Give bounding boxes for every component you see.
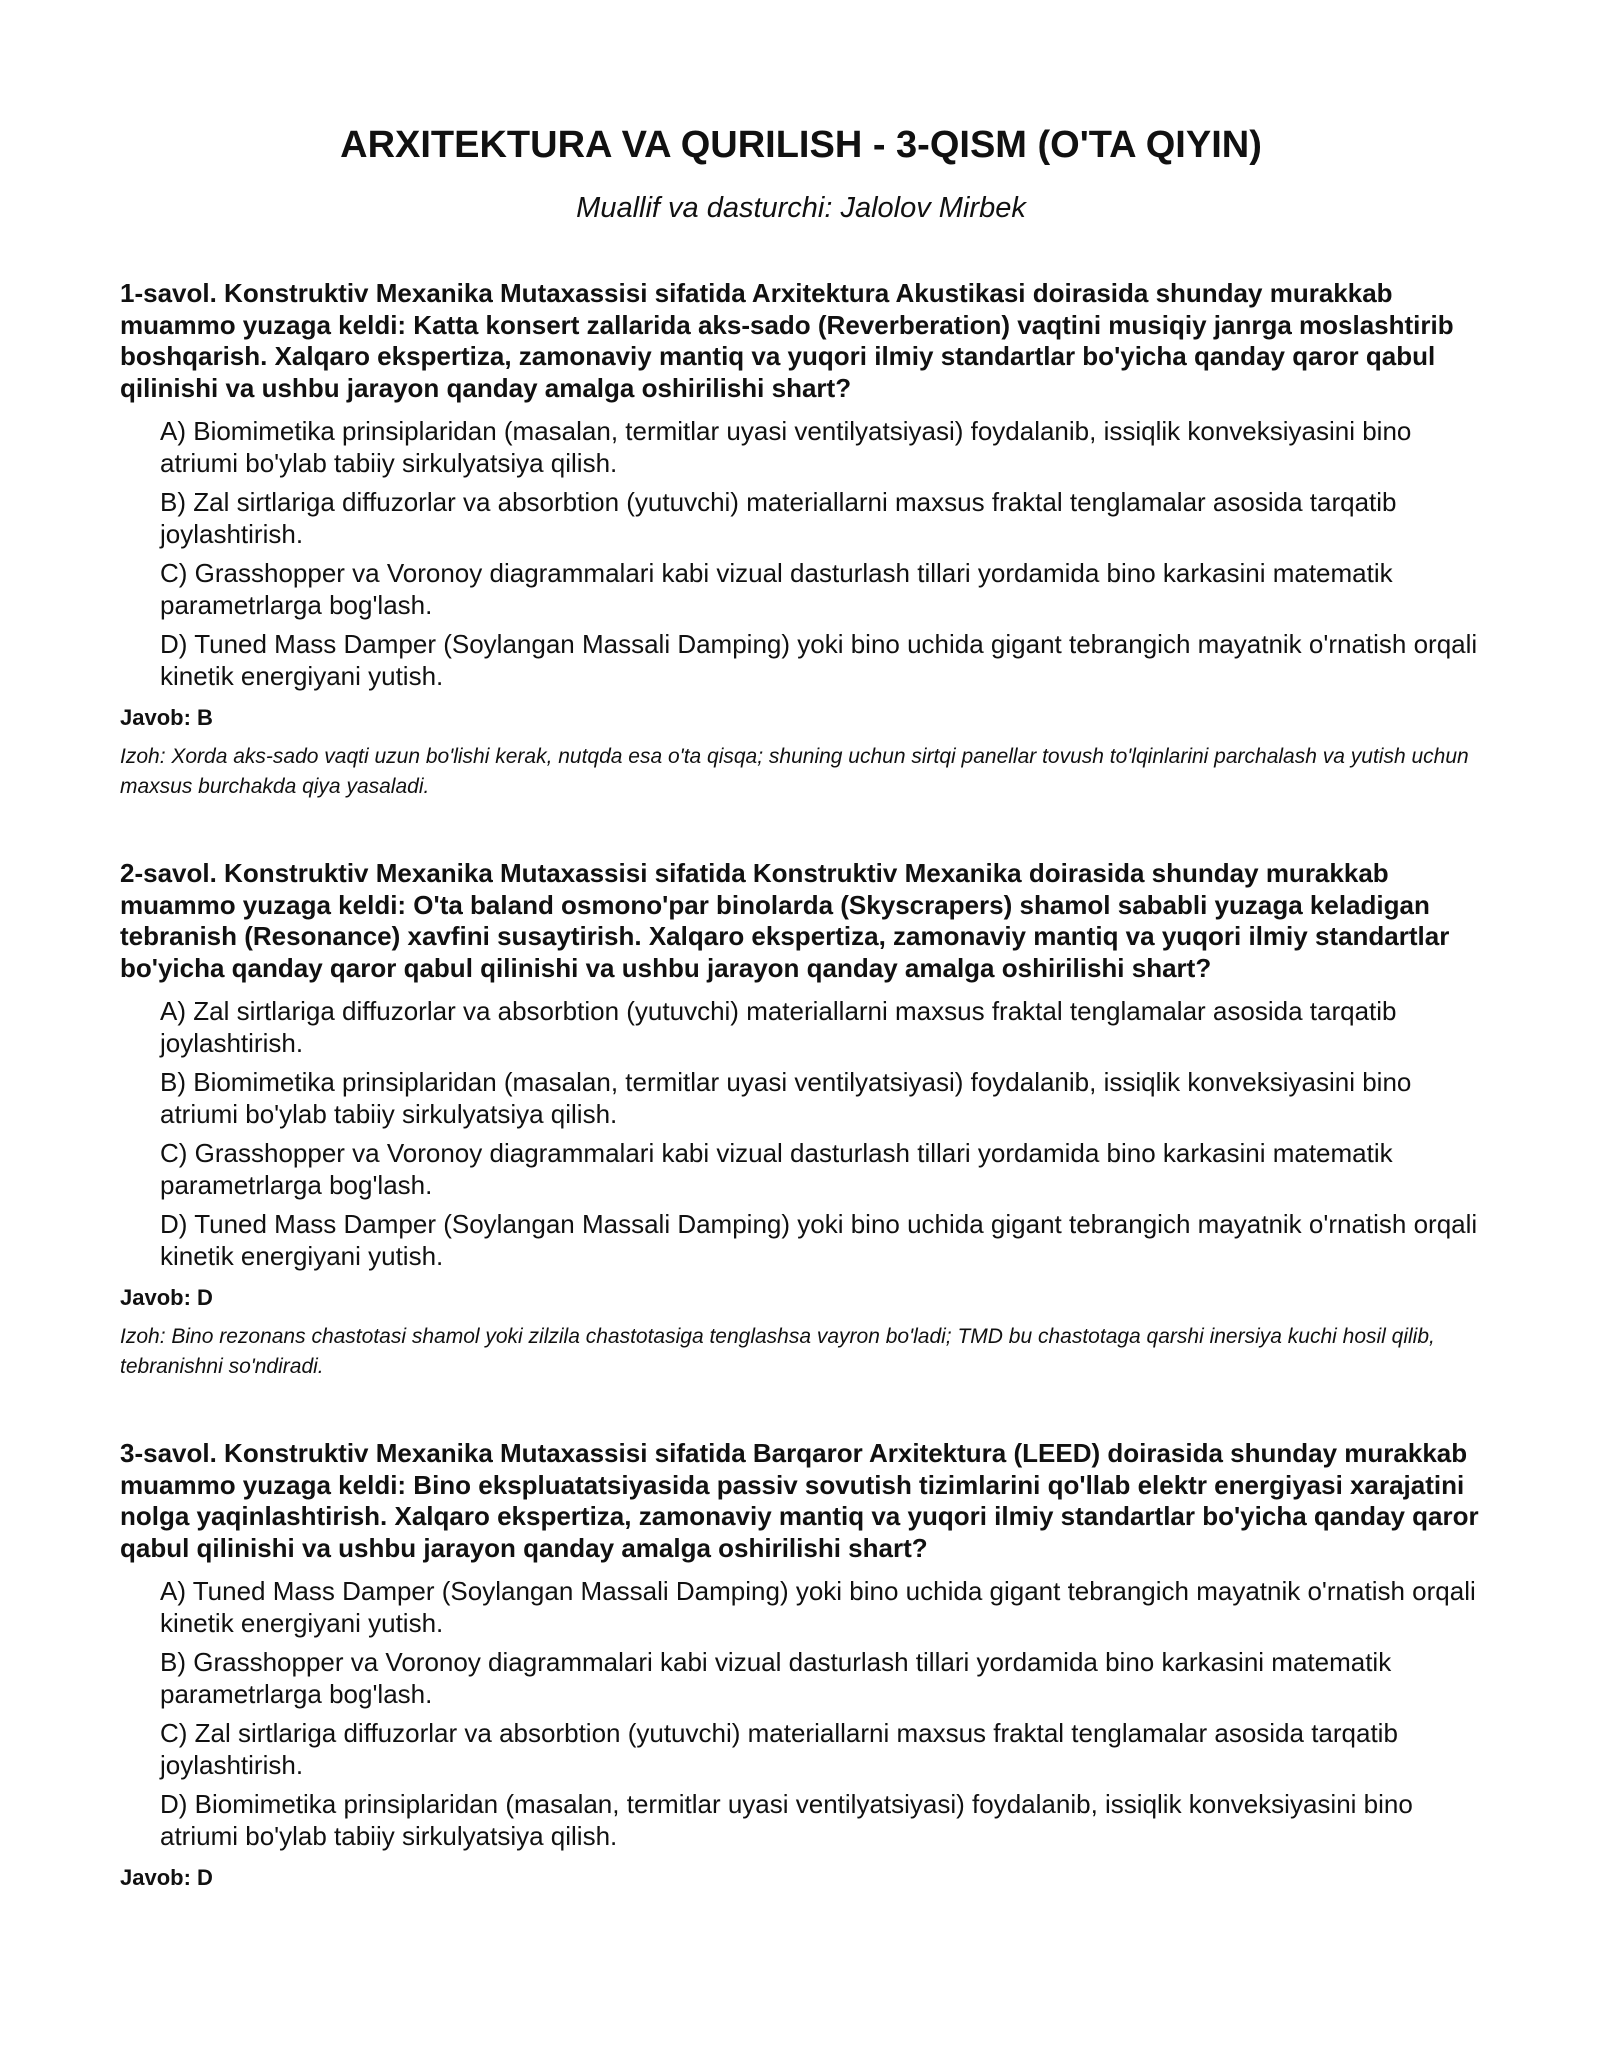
option-d: D) Biomimetika prinsiplaridan (masalan, termitlar uyasi ventilyatsiyasi) foydalanib, issiqlik konveksiyasini bino atriumi bo'ylab tabiiy sirkulyatsiya qilish.	[160, 1789, 1413, 1851]
answer-label: Javob: B	[120, 705, 213, 730]
option-a: A) Tuned Mass Damper (Soylangan Massali Damping) yoki bino uchida gigant tebrangich mayatnik o'rnatish orqali kinetik energiyani yutish.	[160, 1576, 1476, 1638]
question-text: 2-savol. Konstruktiv Mexanika Mutaxassisi sifatida Konstruktiv Mexanika doirasida shunday murakkab muammo yuzaga keldi: O'ta baland osmono'par binolarda (Skyscrapers) shamol sababli yuzaga keladigan tebranish (Resonance) xavfini susaytirish. Xalqaro ekspertiza, zamonaviy mantiq va yuqori ilmiy standartlar bo'yicha qanday qaror qabul qilinishi va ushbu jarayon qanday amalga oshirilishi shart?	[120, 858, 1450, 983]
question-text: 1-savol. Konstruktiv Mexanika Mutaxassisi sifatida Arxitektura Akustikasi doirasida shunday murakkab muammo yuzaga keldi: Katta konsert zallarida aks-sado (Reverberation) vaqtini musiqiy janrga moslashtirib boshqarish. Xalqaro ekspertiza, zamonaviy mantiq va yuqori ilmiy standartlar bo'yicha qanday qaror qabul qilinishi va ushbu jarayon qanday amalga oshirilishi shart?	[120, 278, 1454, 403]
question-text: 3-savol. Konstruktiv Mexanika Mutaxassisi sifatida Barqaror Arxitektura (LEED) doirasida shunday murakkab muammo yuzaga keldi: Bino ekspluatatsiyasida passiv sovutish tizimlarini qo'llab elektr energiyasi xarajatini nolga yaqinlashtirish. Xalqaro ekspertiza, zamonaviy mantiq va yuqori ilmiy standartlar bo'yicha qanday qaror qabul qilinishi va ushbu jarayon qanday amalga oshirilishi shart?	[120, 1438, 1479, 1563]
option-b: B) Grasshopper va Voronoy diagrammalari kabi vizual dasturlash tillari yordamida bino karkasini matematik parametrlarga bog'lash.	[160, 1647, 1392, 1709]
question-2	[120, 858, 1482, 1382]
question-3	[120, 1438, 1482, 1892]
option-list	[120, 996, 1482, 1272]
document-title: ARXITEKTURA VA QURILISH - 3-QISM (O'TA QIYIN)	[340, 124, 1262, 166]
question-1	[120, 278, 1482, 802]
option-d: D) Tuned Mass Damper (Soylangan Massali Damping) yoki bino uchida gigant tebrangich mayatnik o'rnatish orqali kinetik energiyani yutish.	[160, 629, 1478, 691]
option-d: D) Tuned Mass Damper (Soylangan Massali Damping) yoki bino uchida gigant tebrangich mayatnik o'rnatish orqali kinetik energiyani yutish.	[160, 1209, 1478, 1271]
option-c: C) Grasshopper va Voronoy diagrammalari kabi vizual dasturlash tillari yordamida bino karkasini matematik parametrlarga bog'lash.	[160, 1138, 1393, 1200]
explanation-text: Izoh: Bino rezonans chastotasi shamol yoki zilzila chastotasiga tenglashsa vayron bo'ladi; TMD bu chastotaga qarshi inersiya kuchi hosil qilib, tebranishni so'ndiradi.	[120, 1325, 1435, 1378]
document-subtitle: Muallif va dasturchi: Jalolov Mirbek	[576, 192, 1026, 224]
option-c: C) Zal sirtlariga diffuzorlar va absorbtion (yutuvchi) materiallarni maxsus fraktal tenglamalar asosida tarqatib joylashtirish.	[160, 1718, 1398, 1780]
option-b: B) Biomimetika prinsiplaridan (masalan, termitlar uyasi ventilyatsiyasi) foydalanib, issiqlik konveksiyasini bino atriumi bo'ylab tabiiy sirkulyatsiya qilish.	[160, 1067, 1412, 1129]
option-c: C) Grasshopper va Voronoy diagrammalari kabi vizual dasturlash tillari yordamida bino karkasini matematik parametrlarga bog'lash.	[160, 558, 1393, 620]
option-list	[120, 416, 1482, 692]
answer-label: Javob: D	[120, 1865, 213, 1890]
option-a: A) Biomimetika prinsiplaridan (masalan, termitlar uyasi ventilyatsiyasi) foydalanib, issiqlik konveksiyasini bino atriumi bo'ylab tabiiy sirkulyatsiya qilish.	[160, 416, 1412, 478]
answer-label: Javob: D	[120, 1285, 213, 1310]
explanation-text: Izoh: Xorda aks-sado vaqti uzun bo'lishi kerak, nutqda esa o'ta qisqa; shuning uchun sirtqi panellar tovush to'lqinlarini parchalash va yutish uchun maxsus burchakda qiya yasaladi.	[120, 745, 1469, 798]
option-a: A) Zal sirtlariga diffuzorlar va absorbtion (yutuvchi) materiallarni maxsus fraktal tenglamalar asosida tarqatib joylashtirish.	[160, 996, 1397, 1058]
option-list	[120, 1576, 1482, 1852]
option-b: B) Zal sirtlariga diffuzorlar va absorbtion (yutuvchi) materiallarni maxsus fraktal tenglamalar asosida tarqatib joylashtirish.	[160, 487, 1397, 549]
